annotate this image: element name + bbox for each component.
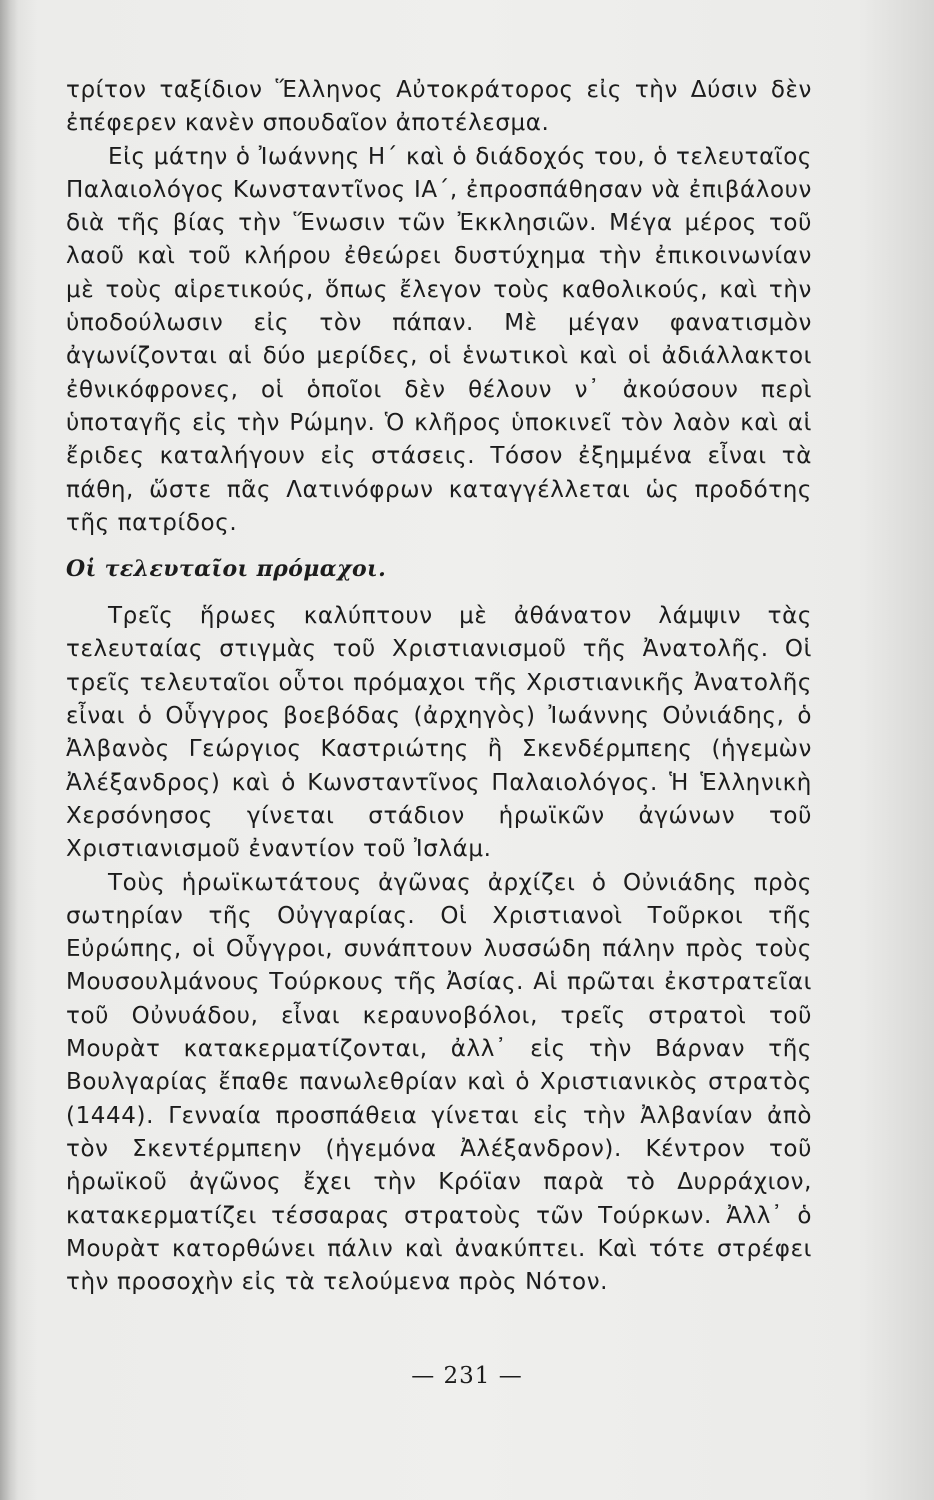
body-text xyxy=(66,74,812,1299)
paragraph-1: τρίτον ταξίδιον Ἕλληνος Αὐτοκράτορος εἰς τὴν Δύσιν δὲν ἐπέφερεν κανὲν σπουδαῖον ἀποτέλεσμα. xyxy=(66,77,812,137)
page-number: — 231 — xyxy=(411,1363,523,1389)
paragraph-4: Τοὺς ἡρωϊκωτάτους ἀγῶνας ἀρχίζει ὁ Οὐνιάδης πρὸς σωτηρίαν τῆς Οὐγγαρίας. Οἱ Χριστιανοὶ Τοῦρκοι τῆς Εὐρώπης, οἱ Οὗγγροι, συνάπτουν λυσσώδη πάλην πρὸς τοὺς Μουσουλμάνους Τούρκους τῆς Ἀσίας. Αἱ πρῶται ἐκστρατεῖαι τοῦ Οὐνυάδου, εἶναι κεραυνοβόλοι, τρεῖς στρατοὶ τοῦ Μουρὰτ κατακερματίζονται, ἀλλ᾿ εἰς τὴν Βάρναν τῆς Βουλγαρίας ἔπαθε πανωλεθρίαν καὶ ὁ Χριστιανικὸς στρατὸς (1444). Γενναία προσπάθεια γίνεται εἰς τὴν Ἀλβανίαν ἀπὸ τὸν Σκεντέρμπεην (ἡγεμόνα Ἀλέξανδρον). Κέντρον τοῦ ἡρωϊκοῦ ἀγῶνος ἔχει τὴν Κρόϊαν παρὰ τὸ Δυρράχιον, κατακερματίζει τέσσαρας στρατοὺς τῶν Τούρκων. Ἀλλ᾿ ὁ Μουρὰτ κατορθώνει πάλιν καὶ ἀνακύπτει. Καὶ τότε στρέφει τὴν προσοχὴν εἰς τὰ τελούμενα πρὸς Νότον. xyxy=(66,869,812,1296)
section-heading: Οἱ τελευταῖοι πρόμαχοι. xyxy=(66,556,387,583)
paragraph-2: Εἰς μάτην ὁ Ἰωάννης Η΄ καὶ ὁ διάδοχός του, ὁ τελευταῖος Παλαιολόγος Κωνσταντῖνος ΙΑ΄, ἐπροσπάθησαν νὰ ἐπιβάλουν διὰ τῆς βίας τὴν Ἕνωσιν τῶν Ἐκκλησιῶν. Μέγα μέρος τοῦ λαοῦ καὶ τοῦ κλήρου ἐθεώρει δυστύχημα τὴν ἐπικοινωνίαν μὲ τοὺς αἱρετικούς, ὅπως ἔλεγον τοὺς καθολικούς, καὶ τὴν ὑποδούλωσιν εἰς τὸν πάπαν. Μὲ μέγαν φανατισμὸν ἀγωνίζονται αἱ δύο μερίδες, οἱ ἑνωτικοὶ καὶ οἱ ἀδιάλλακτοι ἐθνικόφρονες, οἱ ὁποῖοι δὲν θέλουν ν᾿ ἀκούσουν περὶ ὑποταγῆς εἰς τὴν Ρώμην. Ὁ κλῆρος ὑποκινεῖ τὸν λαὸν καὶ αἱ ἔριδες καταλήγουν εἰς στάσεις. Τόσον ἐξημμένα εἶναι τὰ πάθη, ὥστε πᾶς Λατινόφρων καταγγέλλεται ὡς προδότης τῆς πατρίδος. xyxy=(66,143,812,536)
binding-shadow xyxy=(0,0,18,1500)
paragraph-3: Τρεῖς ἥρωες καλύπτουν μὲ ἀθάνατον λάμψιν τὰς τελευταίας στιγμὰς τοῦ Χριστιανισμοῦ τῆς Ἀνατολῆς. Οἱ τρεῖς τελευταῖοι οὗτοι πρόμαχοι τῆς Χριστιανικῆς Ἀνατολῆς εἶναι ὁ Οὗγγρος βοεβόδας (ἀρχηγὸς) Ἰωάννης Οὐνιάδης, ὁ Ἀλβανὸς Γεώργιος Καστριώτης ἢ Σκενδέρμπεης (ἡγεμὼν Ἀλέξανδρος) καὶ ὁ Κωνσταντῖνος Παλαιολόγος. Ἡ Ἑλληνικὴ Χερσόνησος γίνεται στάδιον ἡρωϊκῶν ἀγώνων τοῦ Χριστιανισμοῦ ἐναντίον τοῦ Ἰσλάμ. xyxy=(66,603,812,863)
